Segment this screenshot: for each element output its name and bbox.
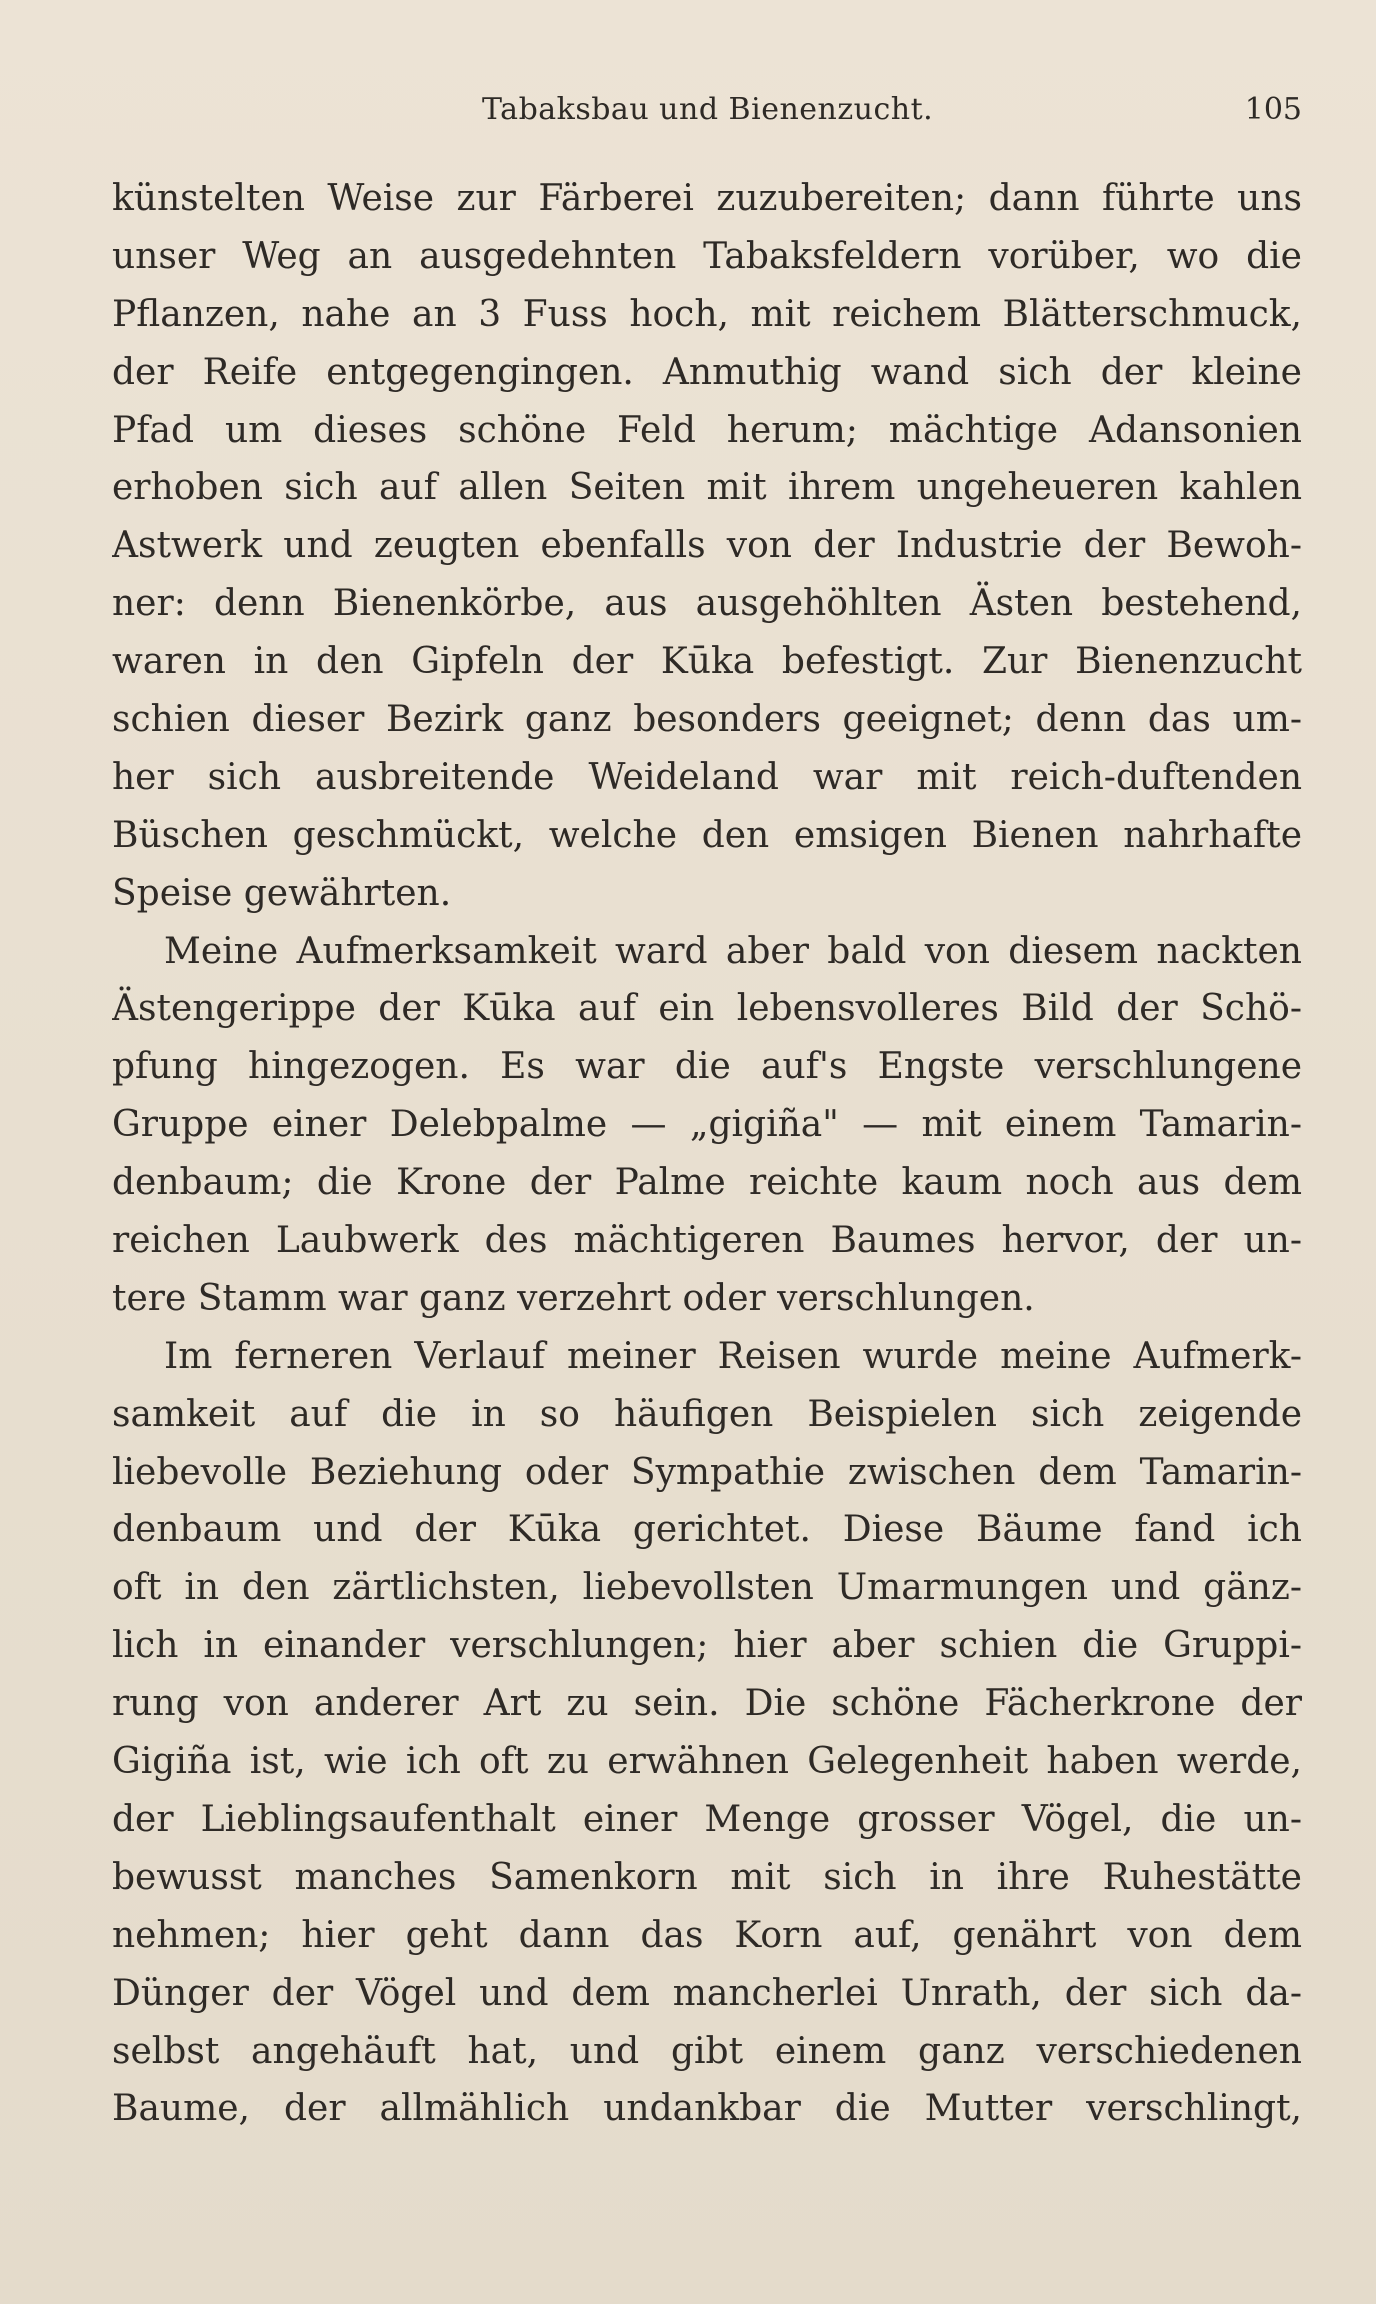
text-line: her sich ausbreitende Weideland war mit reich-duftenden: [112, 756, 1302, 798]
text-line: tere Stamm war ganz verzehrt oder verschlungen.: [112, 1277, 1035, 1319]
text-line: der Reife entgegengingen. Anmuthig wand sich der kleine: [112, 351, 1302, 393]
text-line: liebevolle Beziehung oder Sympathie zwischen dem Tamarin-: [112, 1451, 1302, 1493]
text-line: waren in den Gipfeln der Kūka befestigt. Zur Bienenzucht: [112, 641, 1302, 683]
text-line: pfung hingezogen. Es war die auf's Engste verschlungene: [112, 1046, 1302, 1088]
text-line: Gruppe einer Delebpalme — „gigiña" — mit einem Tamarin-: [112, 1104, 1302, 1146]
text-line: Pflanzen, nahe an 3 Fuss hoch, mit reichem Blätterschmuck,: [112, 293, 1302, 335]
text-line: Büschen geschmückt, welche den emsigen Bienen nahrhafte: [112, 814, 1302, 856]
text-line: rung von anderer Art zu sein. Die schöne Fächerkrone der: [112, 1683, 1302, 1725]
text-line: Dünger der Vögel und dem mancherlei Unrath, der sich da-: [112, 1972, 1302, 2014]
text-line: unser Weg an ausgedehnten Tabaksfeldern vorüber, wo die: [112, 235, 1302, 277]
text-line: Speise gewährten.: [112, 872, 452, 914]
text-line: nehmen; hier geht dann das Korn auf, genährt von dem: [112, 1914, 1302, 1956]
running-title: Tabaksbau und Bienenzucht.: [482, 92, 934, 127]
text-line: Im ferneren Verlauf meiner Reisen wurde meine Aufmerk-: [164, 1335, 1302, 1377]
text-line: samkeit auf die in so häufigen Beispielen sich zeigende: [112, 1393, 1302, 1435]
text-line: Pfad um dieses schöne Feld herum; mächtige Adansonien: [112, 409, 1302, 451]
text-line: der Lieblingsaufenthalt einer Menge grosser Vögel, die un-: [112, 1798, 1302, 1840]
text-line: ner: denn Bienenkörbe, aus ausgehöhlten Ästen bestehend,: [112, 583, 1302, 625]
text-line: oft in den zärtlichsten, liebevollsten Umarmungen und gänz-: [112, 1567, 1302, 1609]
text-line: künstelten Weise zur Färberei zuzubereiten; dann führte uns: [112, 178, 1302, 219]
text-line: lich in einander verschlungen; hier aber schien die Gruppi-: [112, 1625, 1302, 1667]
text-line: Meine Aufmerksamkeit ward aber bald von diesem nackten: [164, 930, 1302, 972]
page-number: 105: [1244, 92, 1302, 127]
text-line: erhoben sich auf allen Seiten mit ihrem ungeheueren kahlen: [112, 467, 1302, 509]
text-line: bewusst manches Samenkorn mit sich in ihre Ruhestätte: [112, 1856, 1302, 1898]
text-line: Astwerk und zeugten ebenfalls von der Industrie der Bewoh-: [112, 525, 1302, 567]
text-line: Gigiña ist, wie ich oft zu erwähnen Gelegenheit haben werde,: [112, 1741, 1302, 1783]
text-line: denbaum und der Kūka gerichtet. Diese Bäume fand ich: [112, 1509, 1302, 1551]
text-line: denbaum; die Krone der Palme reichte kaum noch aus dem: [112, 1162, 1302, 1204]
text-line: Baume, der allmählich undankbar die Mutter verschlingt,: [112, 2088, 1302, 2130]
running-head: [112, 88, 1302, 132]
text-line: selbst angehäuft hat, und gibt einem ganz verschiedenen: [112, 2030, 1302, 2072]
text-line: schien dieser Bezirk ganz besonders geeignet; denn das um-: [112, 699, 1302, 741]
text-line: Ästengerippe der Kūka auf ein lebensvolleres Bild der Schö-: [112, 988, 1302, 1030]
body-text: [112, 170, 1302, 2138]
text-line: reichen Laubwerk des mächtigeren Baumes hervor, der un-: [112, 1220, 1302, 1262]
